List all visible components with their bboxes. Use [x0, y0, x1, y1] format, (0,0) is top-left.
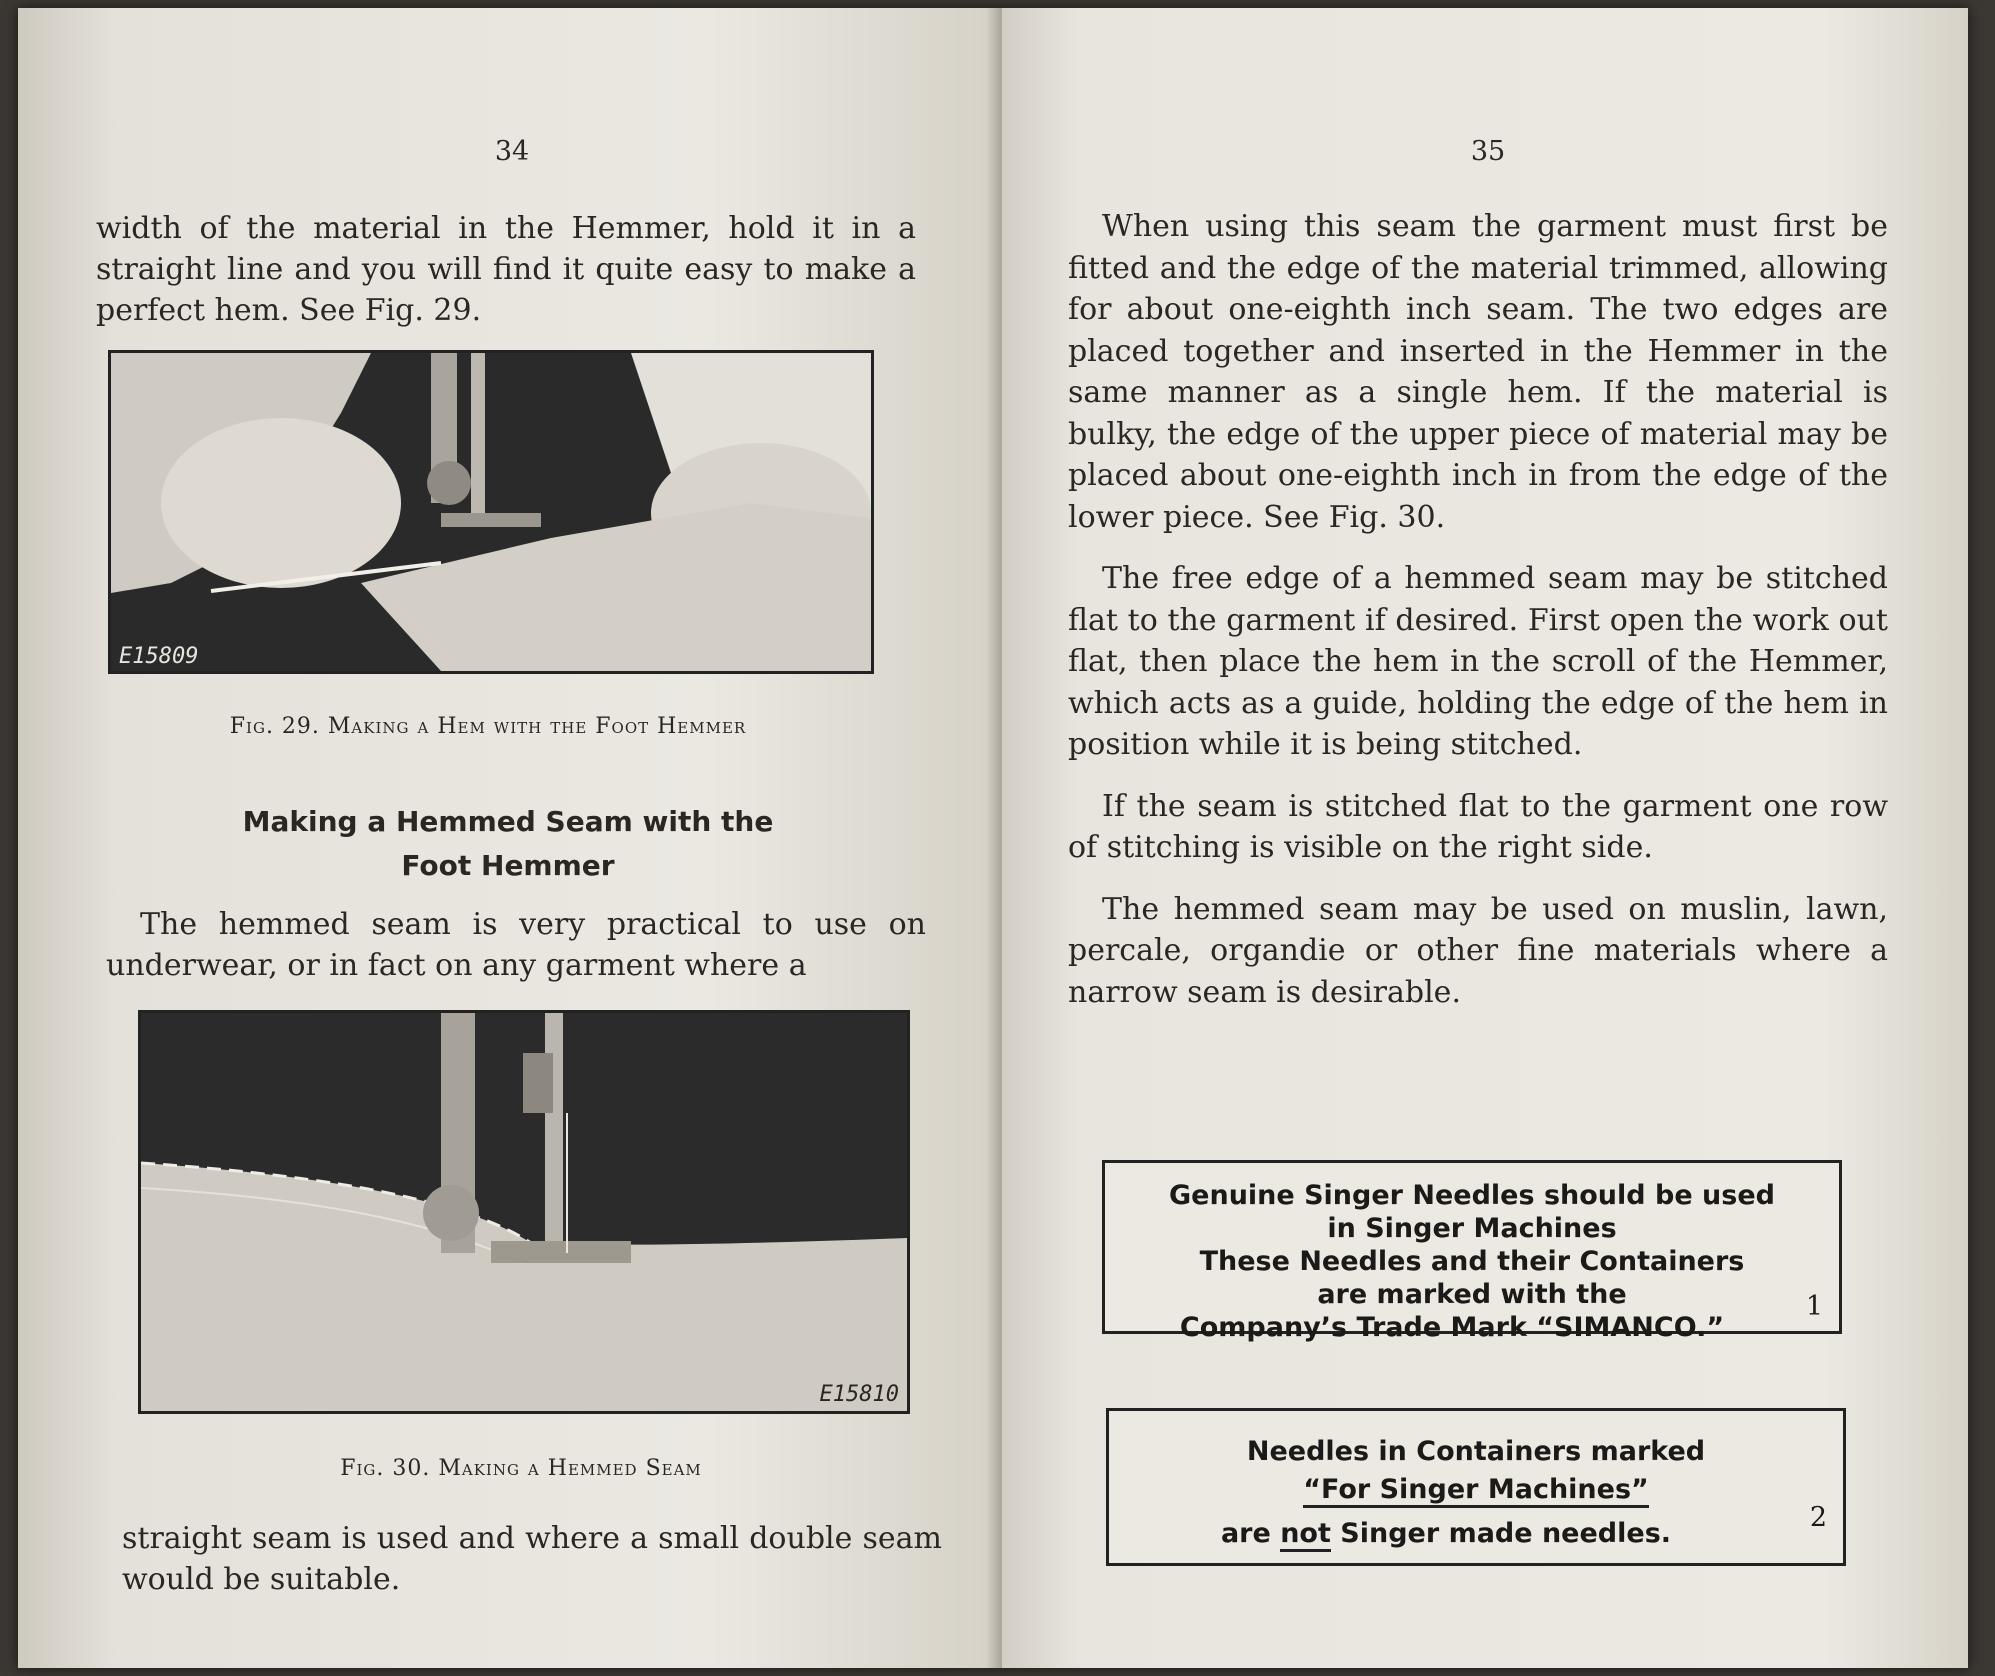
figure-code: E15809 — [119, 644, 199, 669]
notice-line: Genuine Singer Needles should be used — [1169, 1180, 1775, 1211]
page-number: 34 — [494, 136, 530, 167]
page-number: 35 — [1470, 136, 1506, 167]
intro-paragraph: width of the material in the Hemmer, hold it in a straight line and you will find it quite easy to make a perfect hem. See Fig. 29. — [96, 211, 916, 328]
hemmed-seam-photo-illustration — [141, 1013, 907, 1411]
section-heading-line: Foot Hemmer — [401, 849, 615, 882]
figure-29-photo — [108, 350, 874, 674]
notice-line — [1109, 1471, 1843, 1509]
figure-code: E15810 — [819, 1382, 899, 1407]
notice-text: are — [1220, 1518, 1281, 1549]
left-page — [18, 8, 1002, 1668]
right-page — [1002, 8, 1968, 1668]
paragraph: The free edge of a hemmed seam may be stitched flat to the garment if desired. First open the work out flat, then place the hem in the scroll of the Hemmer, which acts as a guide, holding the edge of the hem in position while it is being stitched. — [1068, 561, 1888, 762]
paragraph: When using this seam the garment must first be fitted and the edge of the material trimmed, allowing for about one-eighth inch seam. The two edges are placed together and inserted in the Hemmer in the same manner as a single hem. If the material is bulky, the edge of the upper piece of material may be placed about one-eighth inch in from the edge of the lower piece. See Fig. 30. — [1068, 209, 1888, 535]
notice-underlined-line: “For Singer Machines” — [1303, 1474, 1649, 1508]
section-heading-line: Making a Hemmed Seam with the — [242, 805, 774, 838]
figure-30-caption: Fig. 30. Making a Hemmed Seam — [340, 1456, 702, 1481]
paragraph: If the seam is stitched flat to the garment one row of stitching is visible on the right side. — [1068, 788, 1888, 865]
notice-text: Singer made needles. — [1330, 1518, 1672, 1549]
notice-line: These Needles and their Containers — [1199, 1246, 1745, 1277]
right-page-text — [1068, 206, 1888, 1013]
notice-number: 1 — [1805, 1291, 1823, 1322]
hemmer-photo-illustration — [111, 353, 871, 671]
closing-paragraph: straight seam is used and where a small double seam would be suitable. — [122, 1521, 942, 1597]
notice-line: Company’s Trade Mark “SIMANCO.” — [1179, 1312, 1725, 1343]
section-heading — [168, 800, 848, 888]
figure-29-caption: Fig. 29. Making a Hem with the Foot Hemmer — [229, 714, 747, 739]
notice-line: are marked with the — [1317, 1279, 1627, 1310]
genuine-needles-notice — [1102, 1160, 1842, 1343]
notice-line: in Singer Machines — [1327, 1213, 1617, 1244]
not-singer-needles-notice — [1106, 1408, 1846, 1566]
notice-line — [1109, 1515, 1843, 1553]
section-paragraph: The hemmed seam is very practical to use on underwear, or in fact on any garment where a — [106, 907, 926, 983]
notice-underlined-word: not — [1280, 1518, 1331, 1552]
paragraph: The hemmed seam may be used on muslin, lawn, percale, organdie or other fine materials where a narrow seam is desirable. — [1068, 891, 1888, 1010]
notice-number: 2 — [1809, 1502, 1827, 1533]
open-book — [18, 8, 1968, 1668]
notice-line: Needles in Containers marked — [1246, 1436, 1706, 1467]
figure-30-photo — [138, 1010, 910, 1414]
